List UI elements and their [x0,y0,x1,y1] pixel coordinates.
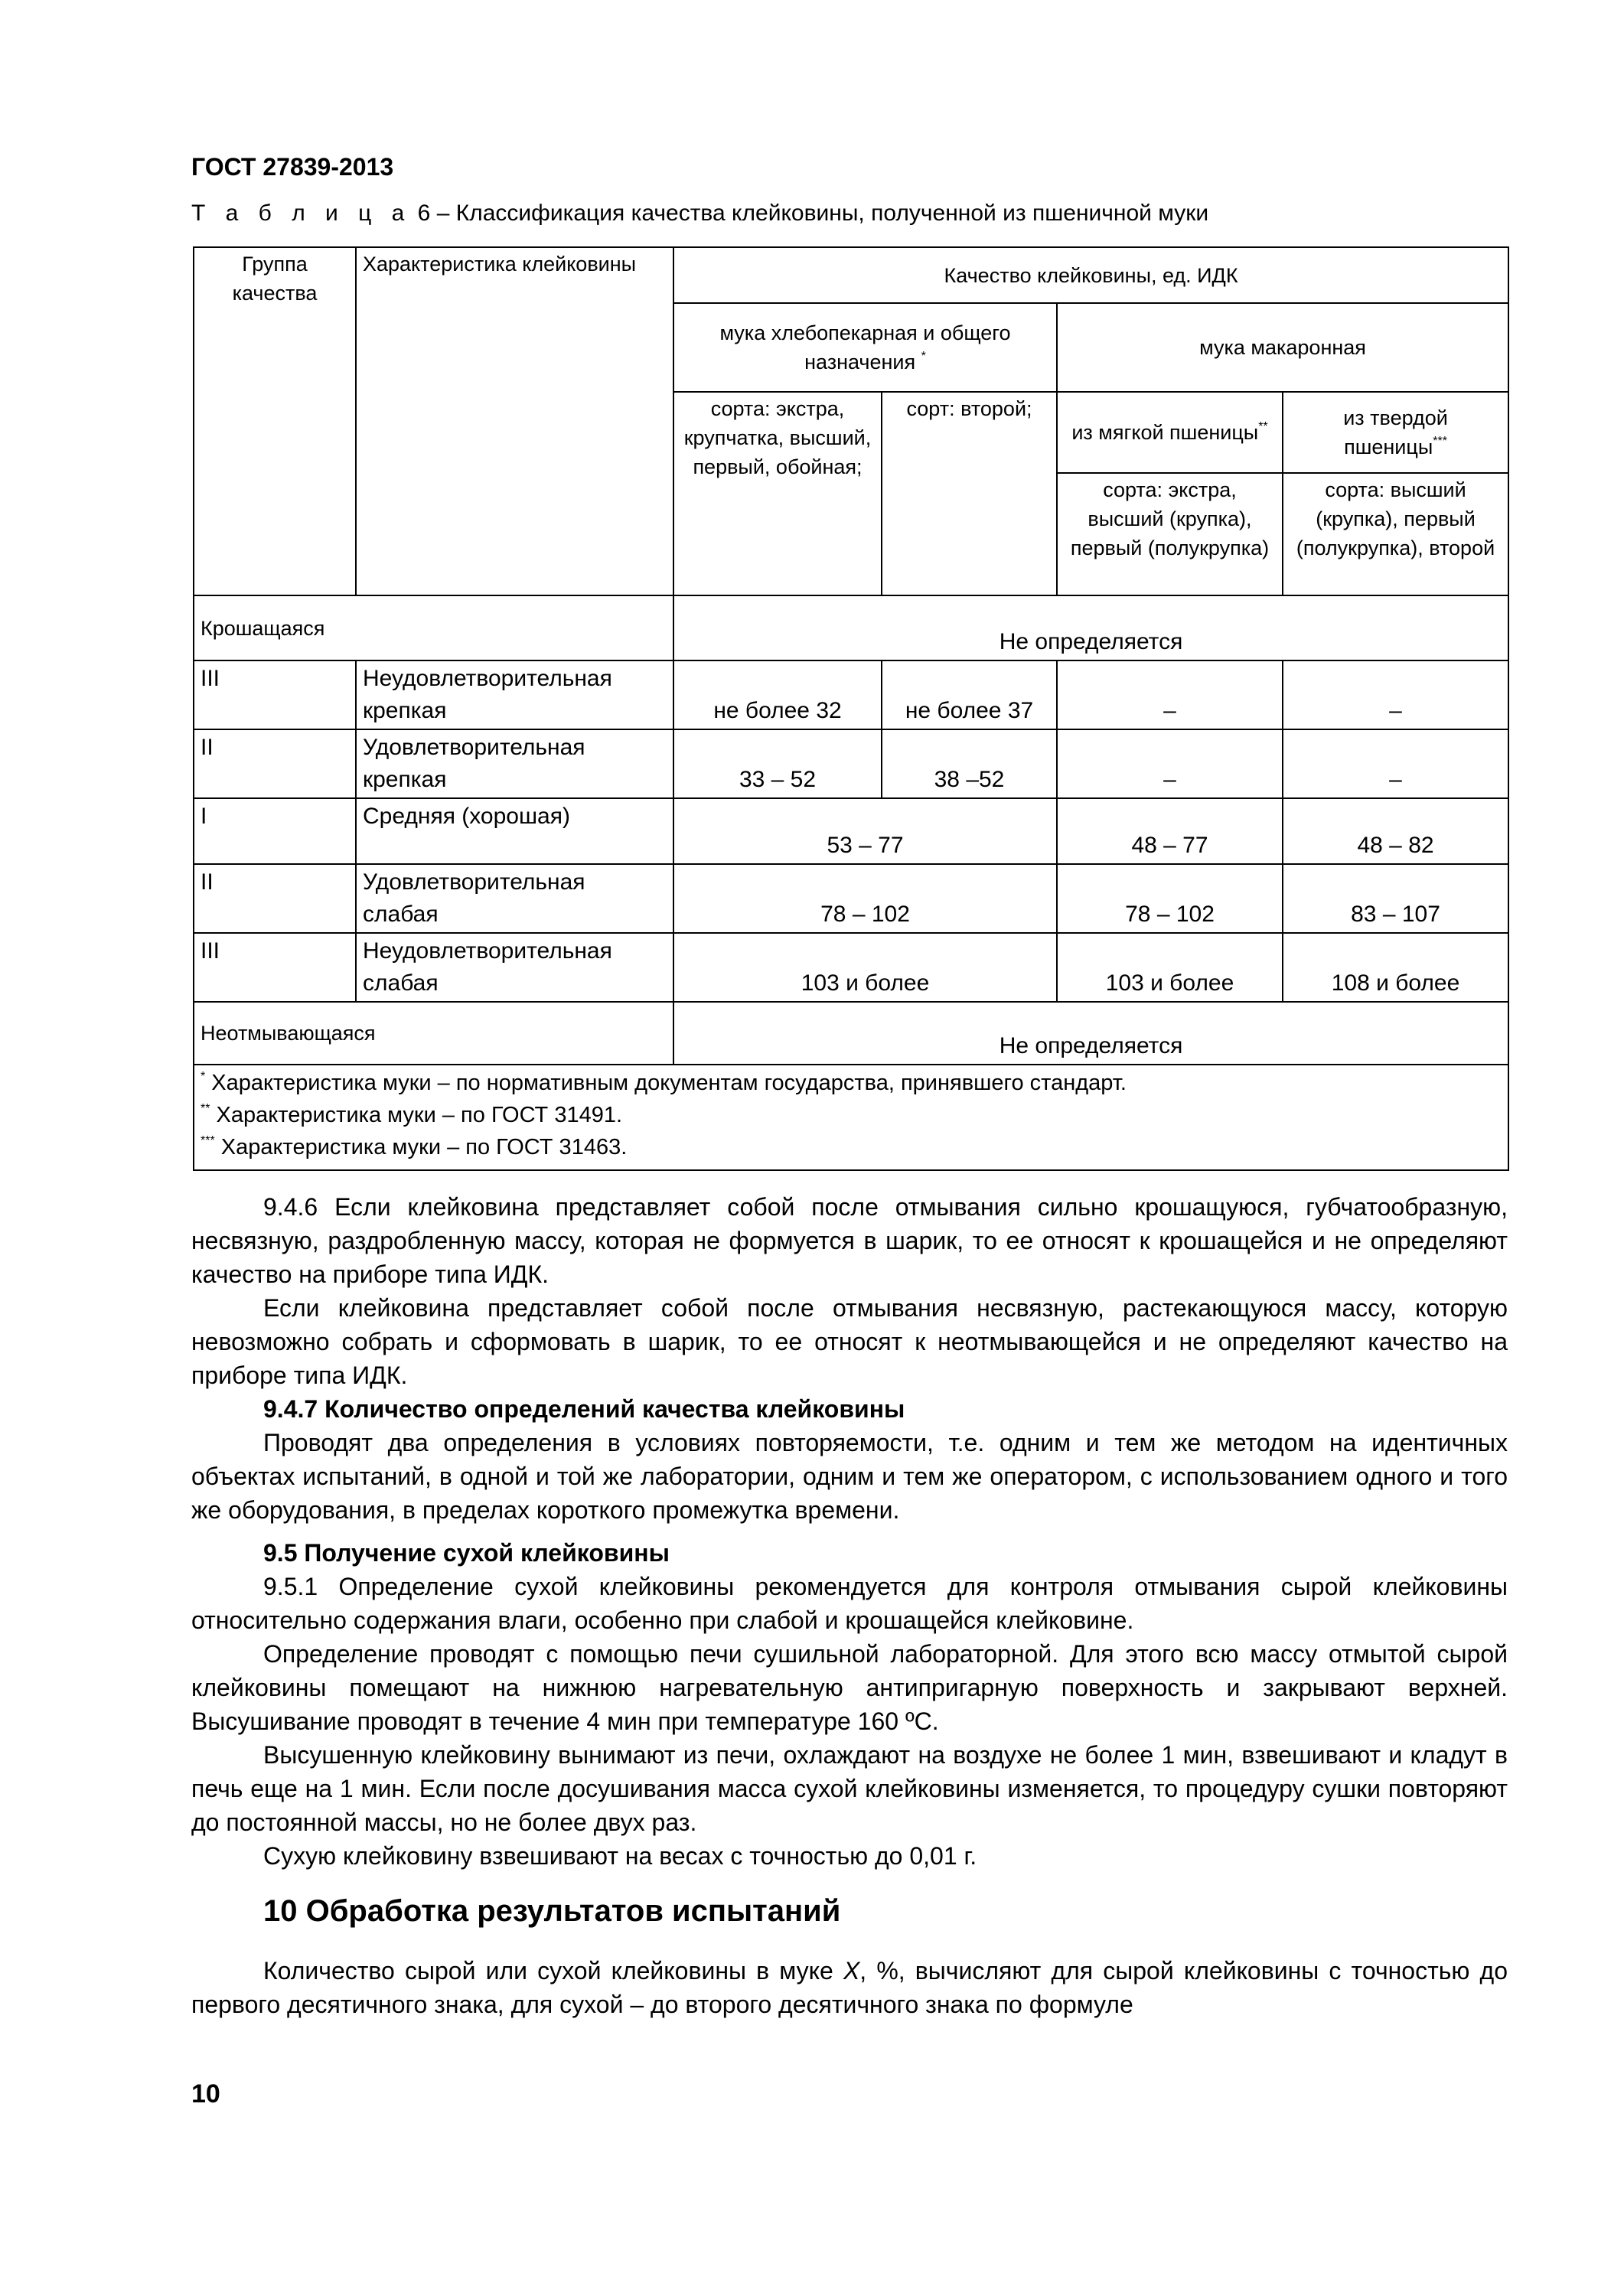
table-cell-value: 103 и более [1057,933,1283,1002]
paragraph: 9.4.6 Если клейковина представляет собой после отмывания сильно крошащуюся, губчатообразную, несвязную, раздробленную массу, которая не формуется в шарик, то ее относят к крошащейся и не определяют качество на приборе типа ИДК. [191,1193,1508,1288]
header-quality: Качество клейковины, ед. ИДК [673,247,1508,303]
table-caption [191,201,1208,227]
header-soft-grades: сорта: экстра, высший (крупка), первый (полукрупка) [1057,473,1283,595]
table-cell-group: I [194,798,356,864]
header-hard-wheat: из твердой пшеницы*** [1283,392,1508,473]
table-cell-value: 48 – 82 [1283,798,1508,864]
paragraph: Если клейковина представляет собой после отмывания несвязную, растекающуюся массу, которую невозможно собрать и сформовать в шарик, то ее относят к неотмывающейся и не определяют качество на приборе типа ИДК. [191,1294,1508,1389]
table-cell-group: III [194,933,356,1002]
gluten-quality-table [193,246,1509,1171]
table-cell-value: – [1057,660,1283,729]
table-cell-value: 108 и более [1283,933,1508,1002]
footnote: ** Характеристика муки – по ГОСТ 31491. [201,1102,623,1127]
document-header: ГОСТ 27839-2013 [191,153,394,181]
page-number: 10 [191,2079,220,2108]
table-cell-group: II [194,729,356,798]
table-cell-characteristic: Неудовлетворительная слабая [356,933,673,1002]
table-cell-group: II [194,864,356,933]
paragraph: Количество сырой или сухой клейковины в муке X, %, вычисляют для сырой клейковины с точностью до первого десятичного знака, для сухой – до второго десятичного знака по формуле [191,1957,1508,2018]
header-hard-grades: сорта: высший (крупка), первый (полукрупка), второй [1283,473,1508,595]
table-cell-group: III [194,660,356,729]
table-cell-value: 48 – 77 [1057,798,1283,864]
header-group: Группа качества [194,247,356,595]
table-cell-characteristic: Удовлетворительная крепкая [356,729,673,798]
table-cell-characteristic: Неудовлетворительная крепкая [356,660,673,729]
header-grades-1: сорта: экстра, крупчатка, высший, первый, обойная; [673,392,882,595]
header-grades-2: сорт: второй; [882,392,1057,595]
table-caption-text: 6 – Классификация качества клейковины, полученной из пшеничной муки [411,201,1209,226]
table-caption-label: Т а б л и ц а [191,201,412,226]
table-cell-value: – [1057,729,1283,798]
table-cell-value: 103 и более [673,933,1057,1002]
table-cell-characteristic: Средняя (хорошая) [356,798,673,864]
table-cell-value: 53 – 77 [673,798,1057,864]
row-crumbly-label: Крошащаяся [194,595,673,660]
table-cell-value: – [1283,660,1508,729]
body-text [191,1190,1508,2021]
paragraph: Сухую клейковину взвешивают на весах с точностью до 0,01 г. [263,1842,977,1870]
formula-variable: X [843,1957,860,1985]
row-nonwashing-label: Неотмывающаяся [194,1002,673,1065]
header-pasta-flour: мука макаронная [1057,303,1508,392]
header-soft-wheat: из мягкой пшеницы** [1057,392,1283,473]
table-cell-value: 38 –52 [882,729,1057,798]
paragraph: Определение проводят с помощью печи сушильной лабораторной. Для этого всю массу отмытой сырой клейковины помещают на нижнюю нагревательную антипригарную поверхность и закрывают верхней. Высушивание проводят в течение 4 мин при температуре 160 ºС. [191,1640,1508,1735]
table-cell-value: 33 – 52 [673,729,882,798]
table-footnotes [194,1065,1508,1170]
table-cell-value: 78 – 102 [1057,864,1283,933]
section-heading-10: 10 Обработка результатов испытаний [263,1894,841,1928]
paragraph: 9.5.1 Определение сухой клейковины рекомендуется для контроля отмывания сырой клейковины относительно содержания влаги, особенно при слабой и крошащейся клейковине. [191,1573,1508,1634]
row-nonwashing-value: Не определяется [673,1002,1508,1065]
table-cell-value: 83 – 107 [1283,864,1508,933]
header-bread-flour: мука хлебопекарная и общего назначения * [673,303,1057,392]
paragraph: Проводят два определения в условиях повторяемости, т.е. одним и тем же методом на идентичных объектах испытаний, в одной и той же лаборатории, одним и тем же оператором, с использованием одного и того же оборудования, в пределах короткого промежутка времени. [191,1429,1508,1524]
paragraph: Высушенную клейковину вынимают из печи, охлаждают на воздухе не более 1 мин, взвешивают и кладут в печь еще на 1 мин. Если после досушивания масса сухой клейковины изменяется, то процедуру сушки повторяют до постоянной массы, но не более двух раз. [191,1741,1508,1836]
section-heading-9-5: 9.5 Получение сухой клейковины [263,1539,670,1567]
table-cell-value: не более 32 [673,660,882,729]
table-cell-value: не более 37 [882,660,1057,729]
footnote: * Характеристика муки – по нормативным документам государства, принявшего стандарт. [201,1070,1127,1095]
row-crumbly-value: Не определяется [673,595,1508,660]
table-cell-value: 78 – 102 [673,864,1057,933]
table-cell-value: – [1283,729,1508,798]
table-cell-characteristic: Удовлетворительная слабая [356,864,673,933]
header-characteristic: Характеристика клейковины [356,247,673,595]
section-heading-9-4-7: 9.4.7 Количество определений качества клейковины [263,1395,905,1423]
footnote: *** Характеристика муки – по ГОСТ 31463. [201,1134,628,1159]
